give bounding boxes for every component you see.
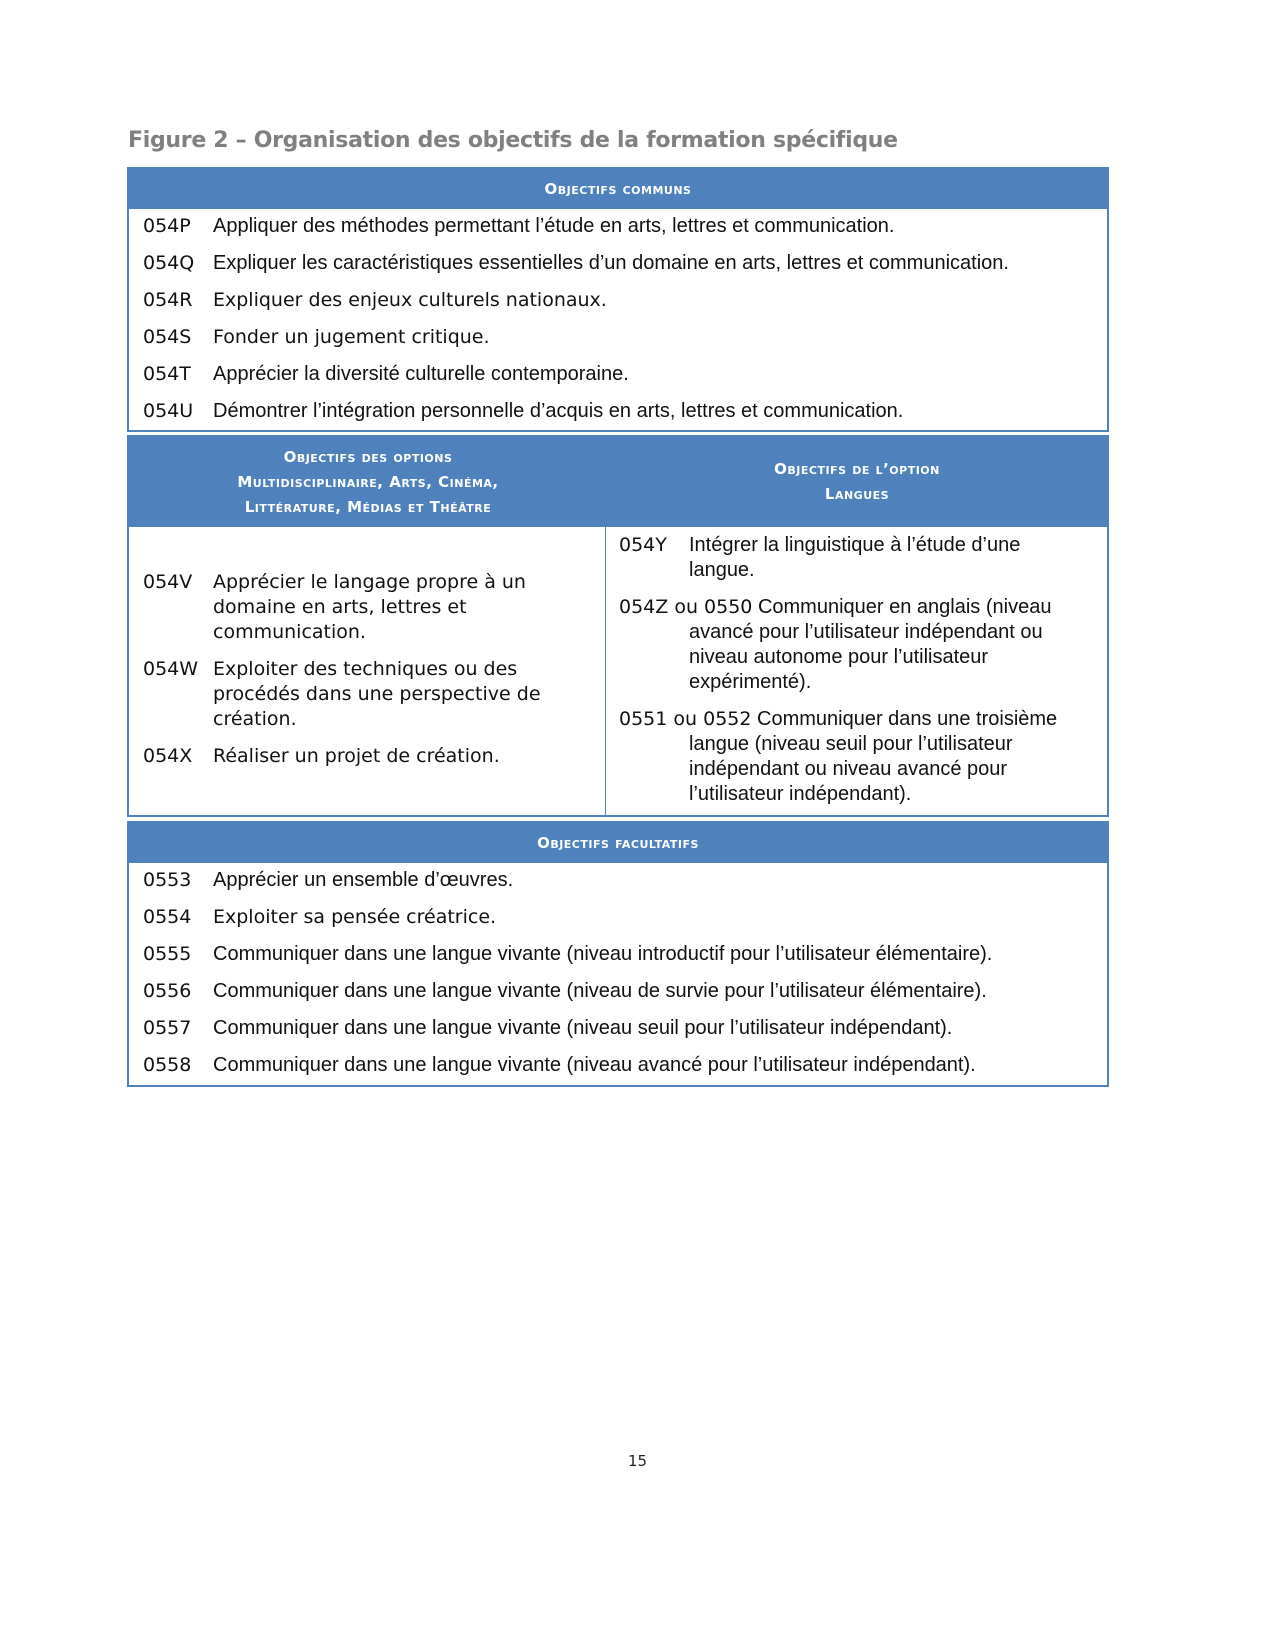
objective-row (143, 362, 1107, 399)
objective-text: Expliquer des enjeux culturels nationaux. (213, 289, 607, 311)
objective-code: 054R (143, 289, 193, 311)
objective-text: Fonder un jugement critique. (213, 326, 490, 348)
objective-row (143, 1053, 1107, 1090)
objective-text: Communiquer dans une langue vivante (niveau de survie pour l’utilisateur élémentaire). (213, 980, 987, 1002)
objective-row (143, 288, 1107, 325)
objective-code: 054P (143, 215, 191, 237)
options-right-column (606, 527, 1107, 815)
objective-text: Apprécier la diversité culturelle contemporaine. (213, 363, 629, 385)
objective-text: Communiquer dans une langue vivante (niveau introductif pour l’utilisateur élémentaire). (213, 943, 993, 965)
figure-title: Figure 2 – Organisation des objectifs de la formation spécifique (128, 128, 898, 153)
objective-text: Réaliser un projet de création. (213, 745, 500, 767)
objective-text: Apprécier le langage propre à un domaine en arts, lettres et communication. (213, 571, 526, 643)
communs-header: Objectifs communs (129, 169, 1107, 209)
options-table (127, 435, 1109, 817)
objective-row (619, 595, 1097, 695)
options-left-header (129, 437, 607, 527)
header-line: Langues (824, 485, 890, 503)
objective-row (143, 325, 1107, 362)
objective-row (143, 251, 1107, 288)
objective-code: 054Y (619, 534, 667, 556)
objective-text: Exploiter sa pensée créatrice. (213, 906, 497, 928)
objective-code: 054U (143, 400, 194, 422)
objective-code: 054Z ou 0550 (619, 596, 753, 618)
objective-row (143, 979, 1107, 1016)
objective-row (619, 533, 1097, 583)
objective-row (143, 657, 605, 732)
objective-code: 0551 ou 0552 (619, 708, 752, 730)
objective-row (143, 905, 1107, 942)
communs-table (127, 167, 1109, 432)
objective-code: 054Q (143, 252, 195, 274)
objective-code: 0557 (143, 1017, 192, 1039)
objective-row (143, 570, 605, 645)
objective-code: 0556 (143, 980, 192, 1002)
objective-text: Communiquer dans une troisième langue (niveau seuil pour l’utilisateur indépendant ou niveau avancé pour l’utilisateur indépendant). (689, 708, 1058, 805)
objective-code: 0555 (143, 943, 192, 965)
facultatifs-table (127, 821, 1109, 1087)
objective-code: 054W (143, 658, 199, 680)
objective-text: Communiquer en anglais (niveau avancé pour l’utilisateur indépendant ou niveau autonome pour l’utilisateur expérimenté). (689, 596, 1052, 693)
objective-text: Apprécier un ensemble d’œuvres. (213, 869, 514, 891)
objective-row (143, 942, 1107, 979)
options-left-column (129, 527, 606, 815)
objective-row (143, 214, 1107, 251)
objective-code: 0553 (143, 869, 192, 891)
facultatifs-header: Objectifs facultatifs (129, 823, 1107, 863)
objective-row (143, 868, 1107, 905)
objective-text: Expliquer les caractéristiques essentielles d’un domaine en arts, lettres et communication. (213, 252, 1009, 274)
objective-text: Démontrer l’intégration personnelle d’acquis en arts, lettres et communication. (213, 400, 904, 422)
header-line: Littérature, Médias et Théâtre (244, 497, 492, 516)
options-right-header (607, 437, 1107, 527)
objective-text: Communiquer dans une langue vivante (niveau avancé pour l’utilisateur indépendant). (213, 1054, 976, 1076)
objective-row (143, 399, 1107, 436)
objective-code: 0554 (143, 906, 192, 928)
objective-text: Appliquer des méthodes permettant l’étude en arts, lettres et communication. (213, 215, 895, 237)
header-line: Objectifs de l’option (774, 460, 940, 478)
objective-row (143, 744, 605, 769)
objective-text: Exploiter des techniques ou des procédés dans une perspective de création. (213, 658, 541, 730)
objective-row (619, 707, 1097, 807)
header-line: Multidisciplinaire, Arts, Cinéma, (237, 472, 499, 491)
objective-code: 054S (143, 326, 192, 348)
objective-code: 054V (143, 571, 193, 593)
objective-code: 054X (143, 745, 193, 767)
objective-code: 054T (143, 363, 191, 385)
objective-text: Intégrer la linguistique à l’étude d’une langue. (689, 534, 1021, 581)
objective-row (143, 1016, 1107, 1053)
objective-code: 0558 (143, 1054, 192, 1076)
objective-text: Communiquer dans une langue vivante (niveau seuil pour l’utilisateur indépendant). (213, 1017, 953, 1039)
header-line: Objectifs des options (283, 447, 453, 466)
page-number: 15 (627, 1452, 648, 1470)
